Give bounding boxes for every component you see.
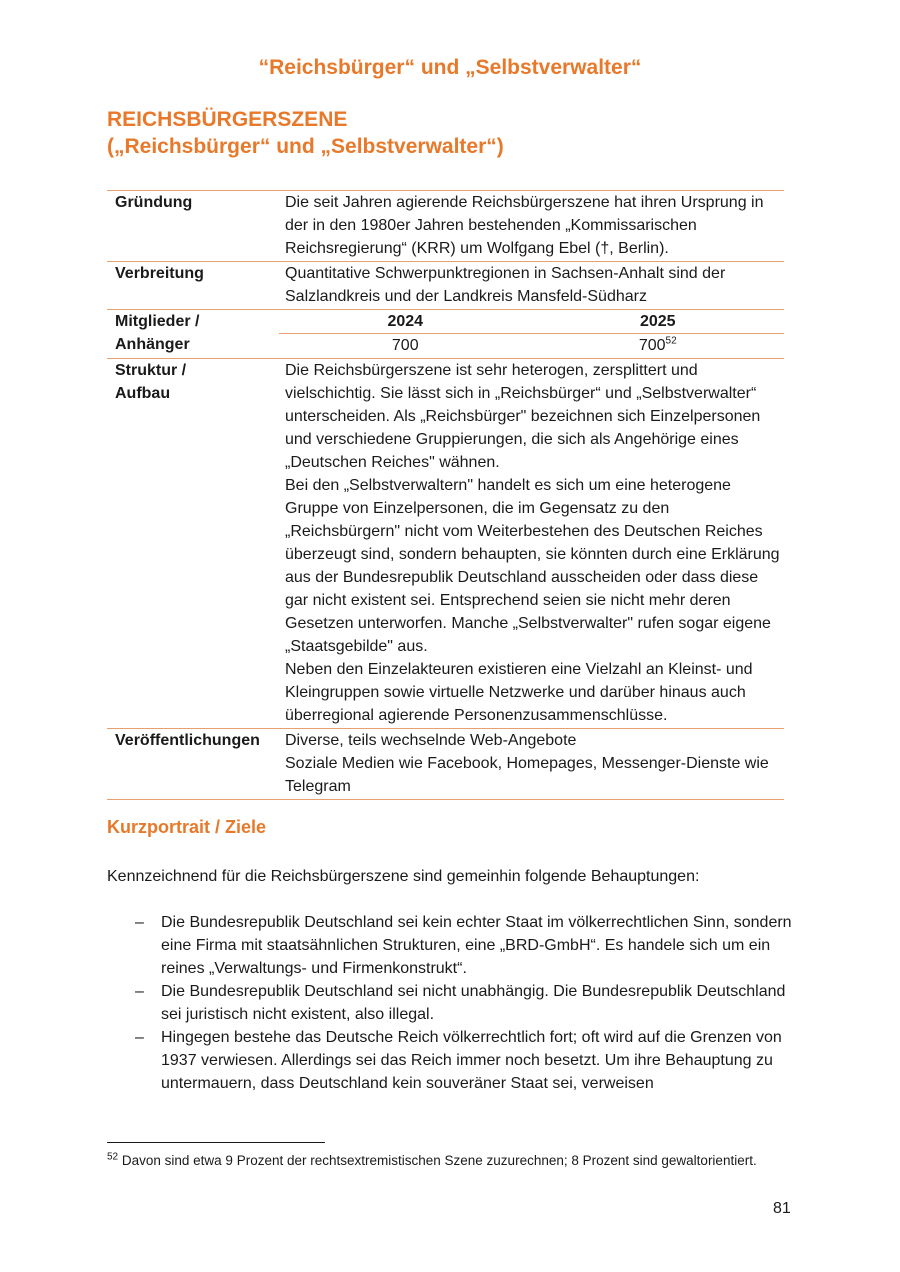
footnote-number: 52: [107, 1151, 119, 1163]
page-number: 81: [773, 1200, 791, 1217]
footnote-divider: [107, 1142, 325, 1143]
table-row-publications: [107, 729, 784, 800]
members-count-row: [279, 334, 784, 357]
publications-line-1: Diverse, teils wechselnde Web-Angebote: [285, 732, 577, 749]
members-label-line-1: Mitglieder /: [115, 313, 200, 330]
dash-bullet: –: [135, 914, 144, 931]
footnote-text: Davon sind etwa 9 Prozent der rechtsextremistischen Szene zuzurechnen; 8 Prozent sind gewaltorientiert.: [118, 1153, 757, 1168]
list-item: [135, 911, 795, 980]
running-header: “Reichsbürger“ und „Selbstverwalter“: [258, 56, 642, 79]
structure-label: [107, 359, 279, 729]
members-count-2025: 700: [638, 337, 666, 354]
publications-text: [279, 729, 784, 800]
publications-label: Veröffentlichungen: [107, 729, 279, 800]
members-label: [107, 310, 279, 359]
portrait-heading: Kurzportrait / Ziele: [107, 817, 267, 837]
list-item: [135, 1026, 795, 1095]
claim-text: Hingegen bestehe das Deutsche Reich völkerrechtlich fort; oft wird auf die Grenzen von 1937 verwiesen. Allerdings sei das Reich immer noch besetzt. Um ihre Behauptung zu untermauern, dass Deutschland kein souveräner Staat sei, verweisen: [161, 1029, 782, 1092]
distribution-label: Verbreitung: [107, 262, 279, 310]
claim-text: Die Bundesrepublik Deutschland sei nicht unabhängig. Die Bundesrepublik Deutschland sei juristisch nicht existent, also illegal.: [161, 983, 786, 1023]
section-title-line-2: („Reichsbürger“ und „Selbstverwalter“): [107, 135, 504, 158]
dash-bullet: –: [135, 1029, 144, 1046]
structure-label-line-1: Struktur /: [115, 362, 187, 379]
year-2024-header: 2024: [387, 313, 424, 330]
members-year-header: [279, 310, 784, 334]
structure-text: [279, 359, 784, 729]
table-row-members: [107, 310, 784, 359]
structure-paragraph-2: Bei den „Selbstverwaltern" handelt es sich um eine heterogene Gruppe von Einzelpersonen, die im Gegensatz zu den „Reichsbürgern" nicht vom Weiterbestehen des Deutschen Reiches überzeugt sind, sondern behaupten, sie könnten durch eine Erklärung aus der Bundesrepublik Deutschland ausscheiden oder dass diese gar nicht existent sei. Entsprechend seien sie nicht mehr deren Gesetzen unterworfen. Manche „Selbstverwalter" rufen sogar eigene „Staatsgebilde" aus.: [285, 477, 780, 655]
claims-list: [135, 911, 795, 1095]
year-2025-header: 2025: [639, 313, 676, 330]
structure-paragraph-1: Die Reichsbürgerszene ist sehr heterogen, zersplittert und vielschichtig. Sie lässt sich in „Reichsbürger“ und „Selbstverwalter“ unterscheiden. Als „Reichsbürger" bezeichnen sich Einzelpersonen und verschiedene Gruppierungen, die sich als Angehörige eines „Deutschen Reiches" wähnen.: [285, 362, 761, 471]
table-row-distribution: [107, 262, 784, 310]
table-row-structure: [107, 359, 784, 729]
footnote-reference: 52: [665, 335, 677, 347]
members-label-line-2: Anhänger: [115, 336, 190, 353]
distribution-text: Quantitative Schwerpunktregionen in Sachsen-Anhalt sind der Salzlandkreis und der Landkreis Mansfeld-Südharz: [279, 262, 784, 310]
members-values: [279, 310, 784, 359]
claim-text: Die Bundesrepublik Deutschland sei kein echter Staat im völkerrechtlichen Sinn, sondern eine Firma mit staatsähnlichen Strukturen, eine „BRD-GmbH“. Es handele sich um ein reines „Verwaltungs- und Firmenkonstrukt“.: [161, 914, 792, 977]
organization-profile-table: [107, 190, 784, 800]
founding-text: Die seit Jahren agierende Reichsbürgerszene hat ihren Ursprung in der in den 1980er Jahren bestehenden „Kommissarischen Reichsregierung“ (KRR) um Wolfgang Ebel (†, Berlin).: [279, 191, 784, 262]
publications-line-2: Soziale Medien wie Facebook, Homepages, Messenger-Dienste wie Telegram: [285, 755, 769, 795]
footnote: [107, 1152, 787, 1169]
list-item: [135, 980, 795, 1026]
structure-label-line-2: Aufbau: [115, 385, 171, 402]
founding-label: Gründung: [107, 191, 279, 262]
members-count-2024: 700: [391, 337, 419, 354]
table-row-founding: [107, 191, 784, 262]
structure-paragraph-3: Neben den Einzelakteuren existieren eine Vielzahl an Kleinst- und Kleingruppen sowie virtuelle Netzwerke und darüber hinaus auch überregional agierende Personenzusammenschlüsse.: [285, 661, 753, 724]
members-count-2025-cell: [532, 334, 785, 357]
dash-bullet: –: [135, 983, 144, 1000]
section-title-line-1: REICHSBÜRGERSZENE: [107, 108, 348, 131]
section-title: [107, 106, 504, 160]
portrait-intro: Kennzeichnend für die Reichsbürgerszene sind gemeinhin folgende Behauptungen:: [107, 868, 700, 885]
